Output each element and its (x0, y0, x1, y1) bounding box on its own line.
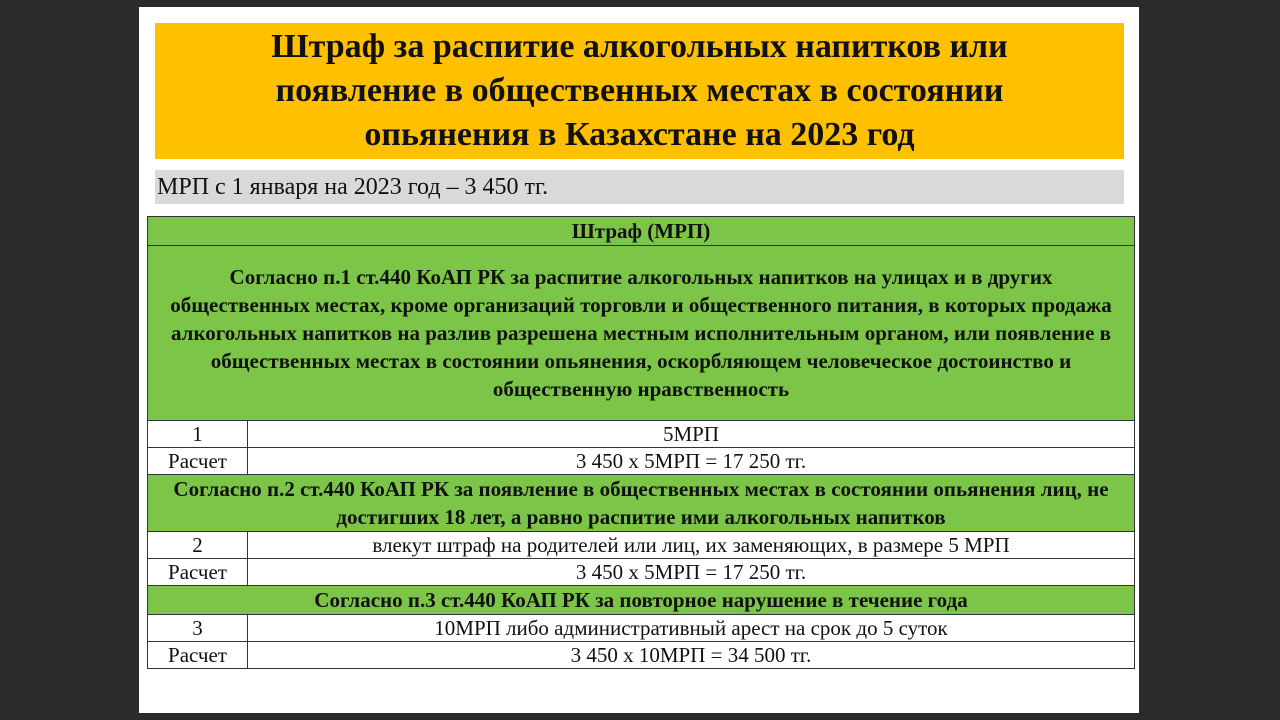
section-1-calc-label: Расчет (148, 448, 248, 475)
section-3-calc: 3 450 х 10МРП = 34 500 тг. (248, 642, 1135, 669)
slide-title: Штраф за распитие алкогольных напитков или появление в общественных местах в состоянии опьянения в Казахстане на 2023 год (271, 28, 1008, 153)
section-heading-row (148, 586, 1135, 615)
section-2-heading: Согласно п.2 ст.440 КоАП РК за появление в общественных местах в состоянии опьянения лиц, не достигших 18 лет, а равно распитие ими алкогольных напитков (148, 475, 1135, 532)
section-1-heading: Согласно п.1 ст.440 КоАП РК за распитие алкогольных напитков на улицах и в других общественных местах, кроме организаций торговли и общественного питания, в которых продажа алкогольных напитков на разлив разрешена местным исполнительным органом, или появление в общественных местах в состоянии опьянения, оскорбляющем человеческое достоинство и общественную нравственность (148, 246, 1135, 421)
section-1-calc: 3 450 х 5МРП = 17 250 тг. (248, 448, 1135, 475)
section-3-heading: Согласно п.3 ст.440 КоАП РК за повторное нарушение в течение года (148, 586, 1135, 615)
section-2-number: 2 (148, 532, 248, 559)
table-header-row (148, 217, 1135, 246)
table-header: Штраф (МРП) (148, 217, 1135, 246)
section-1-fine: 5МРП (248, 421, 1135, 448)
section-2-calc: 3 450 х 5МРП = 17 250 тг. (248, 559, 1135, 586)
section-3-number: 3 (148, 615, 248, 642)
section-heading-row (148, 475, 1135, 532)
section-3-calc-label: Расчет (148, 642, 248, 669)
section-3-fine: 10МРП либо административный арест на срок до 5 суток (248, 615, 1135, 642)
fines-table (147, 216, 1135, 669)
title-banner (155, 23, 1124, 159)
table-row (148, 448, 1135, 475)
section-2-fine: влекут штраф на родителей или лиц, их заменяющих, в размере 5 МРП (248, 532, 1135, 559)
section-1-number: 1 (148, 421, 248, 448)
table-row (148, 421, 1135, 448)
section-heading-row (148, 246, 1135, 421)
table-row (148, 559, 1135, 586)
mrp-note: МРП с 1 января на 2023 год – 3 450 тг. (155, 170, 1124, 204)
table-row (148, 642, 1135, 669)
table-row (148, 615, 1135, 642)
table-row (148, 532, 1135, 559)
section-2-calc-label: Расчет (148, 559, 248, 586)
slide (139, 7, 1139, 713)
